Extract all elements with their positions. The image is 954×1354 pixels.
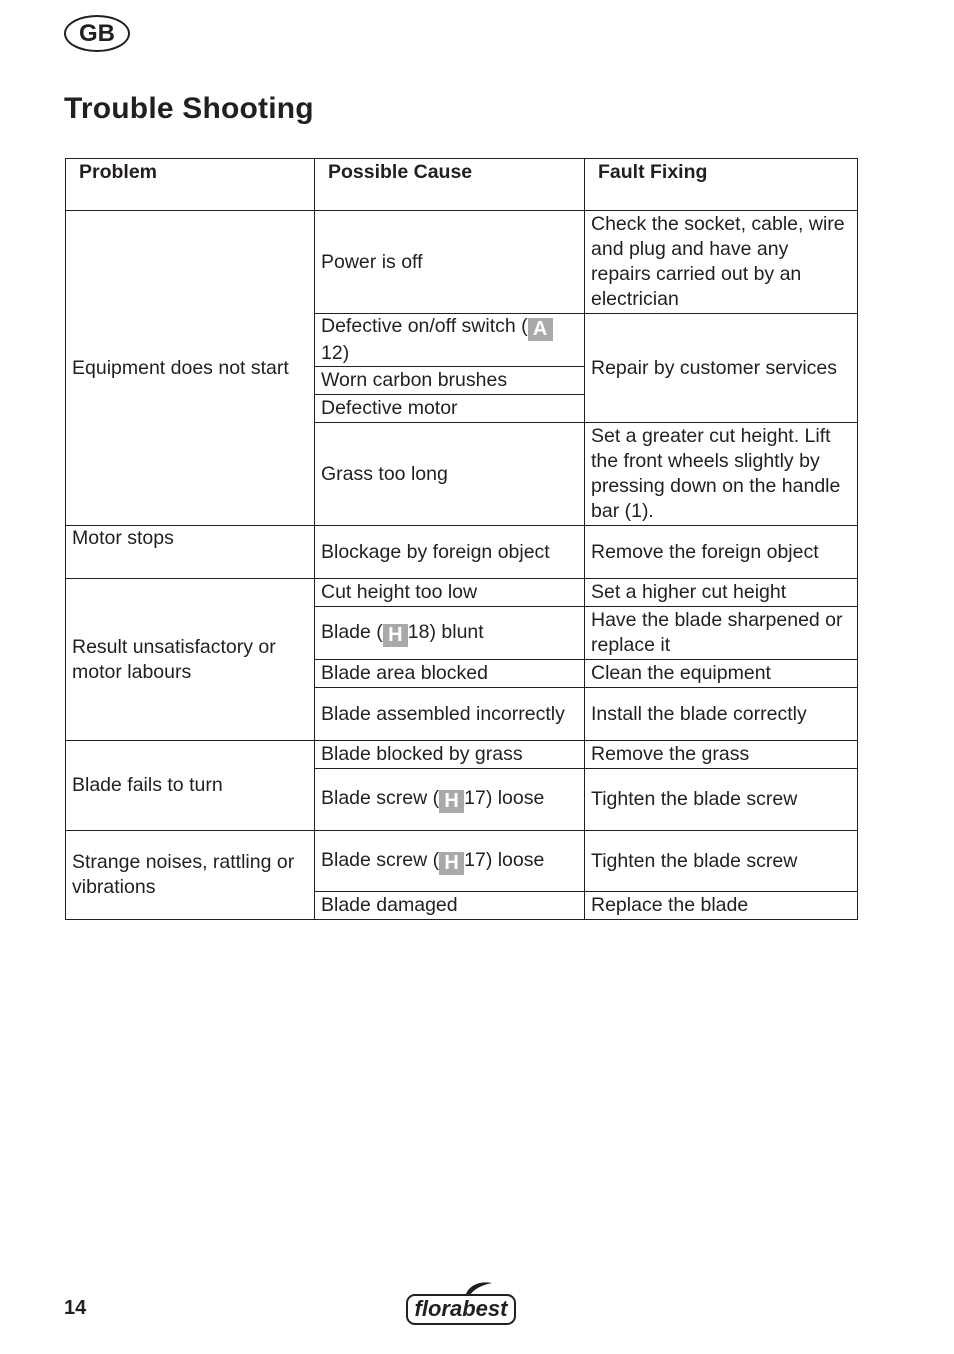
cause-cell: Blade area blocked (315, 660, 585, 688)
fix-cell: Tighten the blade screw (585, 831, 858, 892)
fix-cell: Set a greater cut height. Lift the front wheels slightly by pressing down on the handle bar (1). (585, 423, 858, 526)
cause-text: 17) loose (464, 848, 545, 871)
table-row (66, 526, 858, 579)
fix-cell: Clean the equipment (585, 660, 858, 688)
cause-text: 18) blunt (407, 620, 484, 643)
fix-cell: Remove the foreign object (585, 526, 858, 579)
cause-text: 17) loose (464, 787, 545, 809)
table-row (66, 831, 858, 892)
fix-cell: Replace the blade (585, 892, 858, 920)
problem-cell: Result unsatisfactory or motor labours (66, 579, 315, 741)
cause-cell (315, 607, 585, 660)
cause-cell: Blade assembled incorrectly (315, 688, 585, 741)
cause-cell (315, 831, 585, 892)
table-row (66, 741, 858, 769)
figure-reference-badge: H (439, 790, 464, 813)
problem-cell: Equipment does not start (66, 211, 315, 526)
cause-text: Blade screw ( (321, 848, 440, 871)
cause-text: Blade screw ( (321, 787, 440, 809)
problem-cell: Motor stops (66, 526, 315, 579)
figure-reference-badge: A (528, 318, 553, 341)
cause-cell: Blade blocked by grass (315, 741, 585, 769)
cause-cell: Power is off (315, 211, 585, 314)
cause-text: Blade ( (321, 620, 383, 643)
problem-cell: Strange noises, rattling or vibrations (66, 831, 315, 920)
figure-reference-badge: H (439, 852, 464, 875)
header-fault-fixing: Fault Fixing (585, 159, 858, 211)
header-possible-cause: Possible Cause (315, 159, 585, 211)
problem-cell: Blade fails to turn (66, 741, 315, 831)
cause-text: 12) (321, 342, 350, 364)
cause-cell: Worn carbon brushes (315, 367, 585, 395)
florabest-logo (404, 1280, 518, 1328)
fix-cell: Have the blade sharpened or replace it (585, 607, 858, 660)
cause-cell (315, 769, 585, 831)
cause-cell: Blockage by foreign object (315, 526, 585, 579)
language-badge: GB (64, 15, 130, 52)
header-problem: Problem (66, 159, 315, 211)
cause-cell: Grass too long (315, 423, 585, 526)
page-title: Trouble Shooting (64, 92, 314, 125)
logo-text: florabest (414, 1296, 508, 1321)
table-row (66, 211, 858, 314)
fix-cell: Tighten the blade screw (585, 769, 858, 831)
table-row (66, 579, 858, 607)
cause-cell: Cut height too low (315, 579, 585, 607)
fix-cell: Check the socket, cable, wire and plug and have any repairs carried out by an electrician (585, 211, 858, 314)
cause-cell: Defective motor (315, 395, 585, 423)
cause-text: Defective on/off switch ( (321, 315, 528, 337)
table-header-row (66, 159, 858, 211)
figure-reference-badge: H (383, 624, 408, 647)
page-number: 14 (64, 1297, 87, 1319)
fix-cell: Repair by customer services (585, 314, 858, 423)
fix-cell: Remove the grass (585, 741, 858, 769)
troubleshooting-table (65, 158, 858, 920)
cause-cell (315, 314, 585, 367)
cause-cell: Blade damaged (315, 892, 585, 920)
fix-cell: Install the blade correctly (585, 688, 858, 741)
fix-cell: Set a higher cut height (585, 579, 858, 607)
